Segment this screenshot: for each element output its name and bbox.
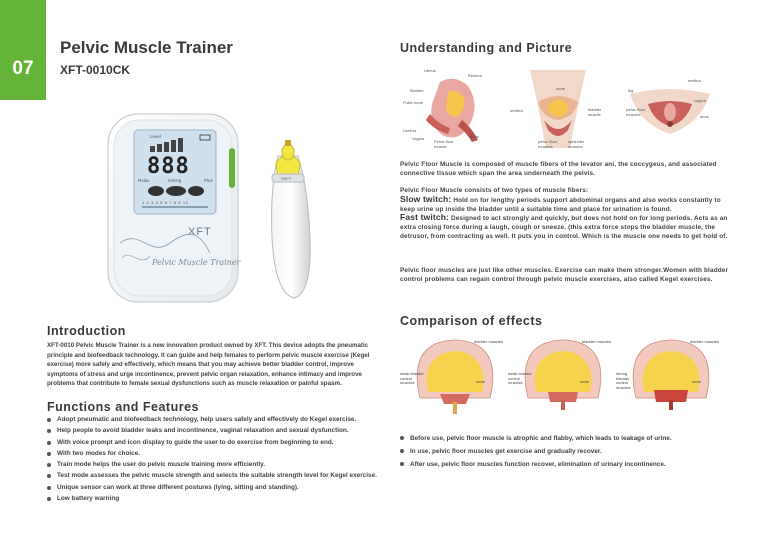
fig2-label-urine: urine bbox=[556, 86, 565, 91]
fig1-label-pelvic-floor: Pelvic floor muscle bbox=[434, 139, 454, 149]
cmp2-side-label: weak bladder control muscles bbox=[508, 371, 532, 386]
bullet-icon bbox=[47, 486, 51, 490]
scale-label: 1 2 3 4 5 6 7 8 9 10 bbox=[142, 200, 189, 205]
level-label: Level bbox=[150, 134, 161, 139]
list-item: In use, pelvic floor muscles get exercise and gradually recover. bbox=[400, 445, 740, 458]
cmp3-side-label: strong bladder control muscles bbox=[616, 371, 631, 390]
slow-twitch-para bbox=[400, 195, 730, 214]
comparison-title: Comparison of effects bbox=[400, 314, 543, 328]
list-item: After use, pelvic floor muscles function recover, elimination of urinary incontinence. bbox=[400, 458, 740, 471]
exercise-para: Pelvic floor muscles are just like other muscles. Exercise can make them stronger.Women with bladder control problems can regain control through pelvic muscle exercises, also called Kegel exercises. bbox=[400, 267, 729, 284]
introduction-text: XFT-0010 Pelvic Muscle Trainer is a new innovation product owned by XFT. This device adopts the pneumatic principle and biofeedback technology. It can guide and help females to perform pelvic muscle exercise (Kegel exercise) more safely and effectively, which means that you may achieve better bladder control, improve symptoms of stress and urge incontinence, prevent pelvic organ relaxation, enhance intimacy and improve problems that contribute to female sexual dysfunctions such as muscle relaxation or painful spasm. bbox=[47, 342, 370, 388]
fig2-label-bladder-muscle: bladder muscle bbox=[588, 107, 602, 117]
fig1-label-bladder: Bladder bbox=[410, 88, 424, 93]
fig2-label-sphincter: sphincter muscles bbox=[568, 139, 585, 149]
fig1-label-vagina: Vagina bbox=[412, 136, 425, 141]
anatomy-figure-3 bbox=[620, 64, 720, 152]
fig2-label-pelvic-floor: pelvic floor muscles bbox=[538, 139, 558, 149]
cmp3-urine-label: urine bbox=[692, 379, 701, 384]
fast-twitch-para bbox=[400, 213, 730, 242]
device-script-text: Pelvic Muscle Trainer bbox=[152, 258, 241, 267]
fig3-label-pelvic-floor: pelvic floor muscles bbox=[626, 107, 646, 117]
device-illustration bbox=[100, 108, 350, 308]
bullet-icon bbox=[47, 463, 51, 467]
cmp1-side-label: weak bladder control muscles bbox=[400, 371, 424, 386]
cmp1-top-label: bladder muscles bbox=[474, 339, 504, 344]
fiber-types-heading: Pelvic Floor Muscle consists of two types of muscle fibers: bbox=[400, 187, 589, 194]
comparison-list bbox=[400, 432, 740, 471]
fig2-label-urethra: urethra bbox=[510, 108, 523, 113]
bullet-icon bbox=[400, 449, 404, 453]
bullet-icon bbox=[400, 462, 404, 466]
plus-label: Plus bbox=[204, 178, 213, 183]
list-item: Before use, pelvic floor muscle is atrophic and flabby, which leads to leakage of urine. bbox=[400, 432, 740, 445]
device-body bbox=[100, 108, 350, 308]
fig1-label-urethra: Urethra bbox=[403, 128, 417, 133]
product-title: Pelvic Muscle Trainer bbox=[60, 38, 233, 57]
list-item: Low battery warning bbox=[47, 493, 387, 504]
fast-twitch-label: Fast twitch: bbox=[400, 212, 450, 222]
introduction-title: Introduction bbox=[47, 324, 126, 338]
list-item: Adopt pneumatic and biofeedback technology, help users safely and effectively do Kegel exercise. bbox=[47, 414, 387, 425]
cmp3-top-label: bladder muscles bbox=[690, 339, 720, 344]
slow-twitch-text: Hold on for lengthy periods support abdominal organs and also works constantly to keep urine up inside the bladder until a suitable time and place for urination is found. bbox=[400, 197, 721, 214]
page-tab bbox=[0, 0, 46, 100]
anatomy-figure-2 bbox=[508, 64, 608, 152]
bullet-icon bbox=[47, 497, 51, 501]
fig1-label-anus: Anus bbox=[470, 134, 480, 139]
bullet-icon bbox=[47, 418, 51, 422]
fig3-label-urethra: urethra bbox=[688, 78, 701, 83]
bullet-icon bbox=[47, 441, 51, 445]
list-item: With voice prompt and icon display to guide the user to do exercise from beginning to end. bbox=[47, 437, 387, 448]
comparison-panel-during bbox=[508, 336, 618, 416]
comparison-panel-after bbox=[616, 336, 726, 416]
fast-twitch-text: Designed to act strongly and quickly, but does not hold on for long periods. Acts as an extra closing force during a laugh, cough or sneeze. (this extra force stops the bladder muscle, the detrusor, from contracting as well. It puts you in control. Which is the muscle one needs to get hold of. bbox=[400, 215, 728, 241]
bullet-icon bbox=[47, 452, 51, 456]
fig3-label-leg: leg bbox=[628, 88, 634, 93]
display-digits: 888 bbox=[147, 154, 190, 179]
understanding-intro: Pelvic Floor Muscle is composed of muscle fibers of the levator ani, the coccygeus, and associated connective tissue which span the area underneath the pelvis. bbox=[400, 161, 717, 178]
relax-label: Relax bbox=[138, 178, 150, 183]
page-number: 07 bbox=[12, 58, 34, 79]
functions-list bbox=[47, 414, 387, 504]
cmp2-top-label: bladder muscles bbox=[582, 339, 612, 344]
comparison-panel-before bbox=[400, 336, 510, 416]
cmp2-urine-label: urine bbox=[580, 379, 589, 384]
list-item: Help people to avoid bladder leaks and incontinence, vaginal relaxation and sexual dysfunction. bbox=[47, 425, 387, 436]
fig1-label-pubic-bone: Pubic bone bbox=[403, 100, 424, 105]
mmhg-label: mmHg bbox=[168, 178, 182, 183]
list-item: Train mode helps the user do pelvic muscle training more efficiently. bbox=[47, 459, 387, 470]
fig1-label-rectum: Rectum bbox=[468, 73, 482, 78]
functions-title: Functions and Features bbox=[47, 400, 199, 414]
list-item: Unique sensor can work at three different postures (lying, sitting and standing). bbox=[47, 482, 387, 493]
product-model: XFT-0010CK bbox=[60, 63, 131, 77]
list-item: With two modes for choice. bbox=[47, 448, 387, 459]
bullet-icon bbox=[47, 474, 51, 478]
fig3-label-vagina: vagina bbox=[694, 98, 706, 103]
fig3-label-anus: anus bbox=[700, 114, 709, 119]
understanding-title: Understanding and Picture bbox=[400, 41, 573, 55]
bullet-icon bbox=[400, 436, 404, 440]
brand-logo: XFT bbox=[188, 226, 212, 238]
slow-twitch-label: Slow twitch: bbox=[400, 194, 452, 204]
list-item: Test mode assesses the pelvic muscle strength and selects the suitable strength level for Kegel exercise. bbox=[47, 470, 387, 481]
bullet-icon bbox=[47, 429, 51, 433]
anatomy-figure-1 bbox=[400, 64, 500, 152]
probe-label: SXFT bbox=[281, 176, 292, 181]
cmp1-urine-label: urine bbox=[476, 379, 485, 384]
fig1-label-uterus: Uterus bbox=[424, 68, 436, 73]
